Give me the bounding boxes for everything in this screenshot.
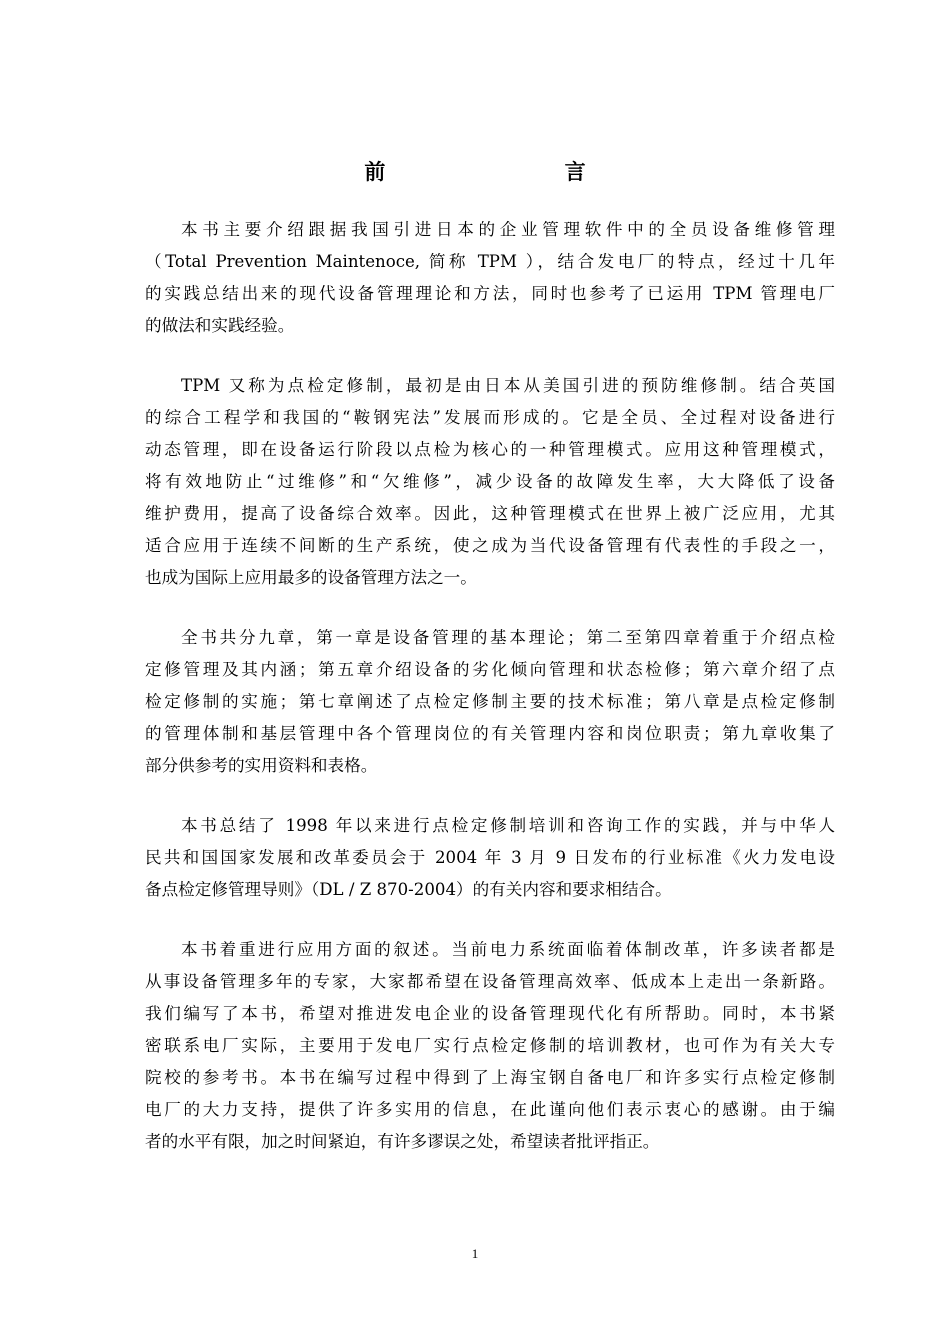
text-line: 的管理体制和基层管理中各个管理岗位的有关管理内容和岗位职责；第九章收集了: [145, 724, 835, 743]
text-line: （Total Prevention Maintenoce, 简称 TPM ），结合发电厂的特点，经过十几年: [145, 252, 835, 271]
text-line: 的实践总结出来的现代设备管理理论和方法，同时也参考了已运用 TPM 管理电厂: [145, 284, 835, 303]
body-text: [145, 214, 835, 1186]
text-line: 也成为国际上应用最多的设备管理方法之一。: [145, 568, 477, 587]
paragraph-4: [145, 810, 835, 906]
text-line: 民共和国国家发展和改革委员会于 2004 年 3 月 9 日发布的行业标准《火力发电设: [145, 848, 835, 867]
text-line: 本书着重进行应用方面的叙述。当前电力系统面临着体制改革，许多读者都是: [181, 940, 835, 959]
text-line: 密联系电厂实际，主要用于发电厂实行点检定修制的培训教材，也可作为有关大专: [145, 1036, 835, 1055]
text-line: 检定修制的实施；第七章阐述了点检定修制主要的技术标准；第八章是点检定修制: [145, 692, 835, 711]
paragraph-1: [145, 214, 835, 342]
text-line: 将有效地防止“过维修”和“欠维修”，减少设备的故障发生率，大大降低了设备: [145, 472, 835, 491]
text-line: 者的水平有限，加之时间紧迫，有许多谬误之处，希望读者批评指正。: [145, 1132, 660, 1151]
text-line: 的做法和实践经验。: [145, 316, 295, 335]
text-line: 院校的参考书。本书在编写过程中得到了上海宝钢自备电厂和许多实行点检定修制: [145, 1068, 835, 1087]
text-line: 的综合工程学和我国的“鞍钢宪法”发展而形成的。它是全员、全过程对设备进行: [145, 408, 835, 427]
text-line: 维护费用，提高了设备综合效率。因此，这种管理模式在世界上被广泛应用，尤其: [145, 504, 835, 523]
text-line: 动态管理，即在设备运行阶段以点检为核心的一种管理模式。应用这种管理模式，: [145, 440, 835, 459]
paragraph-3: [145, 622, 835, 782]
text-line: 本书主要介绍跟据我国引进日本的企业管理软件中的全员设备维修管理: [181, 220, 835, 239]
text-line: 全书共分九章，第一章是设备管理的基本理论；第二至第四章着重于介绍点检: [181, 628, 835, 647]
text-line: 部分供参考的实用资料和表格。: [145, 756, 378, 775]
text-line: 定修管理及其内涵；第五章介绍设备的劣化倾向管理和状态检修；第六章介绍了点: [145, 660, 835, 679]
text-line: 备点检定修管理导则》（DL / Z 870-2004）的有关内容和要求相结合。: [145, 880, 672, 899]
paragraph-2: [145, 370, 835, 594]
paragraph-5: [145, 934, 835, 1158]
page-number: 1: [471, 1246, 479, 1261]
text-line: 从事设备管理多年的专家，大家都希望在设备管理高效率、低成本上走出一条新路。: [145, 972, 835, 991]
text-line: 本书总结了 1998 年以来进行点检定修制培训和咨询工作的实践，并与中华人: [181, 816, 835, 835]
text-line: 我们编写了本书，希望对推进发电企业的设备管理现代化有所帮助。同时，本书紧: [145, 1004, 835, 1023]
text-line: TPM 又称为点检定修制，最初是由日本从美国引进的预防维修制。结合英国: [181, 376, 835, 395]
text-line: 适合应用于连续不间断的生产系统，使之成为当代设备管理有代表性的手段之一，: [145, 536, 835, 555]
page-title: 前 言: [364, 160, 672, 184]
text-line: 电厂的大力支持，提供了许多实用的信息，在此谨向他们表示衷心的感谢。由于编: [145, 1100, 835, 1119]
